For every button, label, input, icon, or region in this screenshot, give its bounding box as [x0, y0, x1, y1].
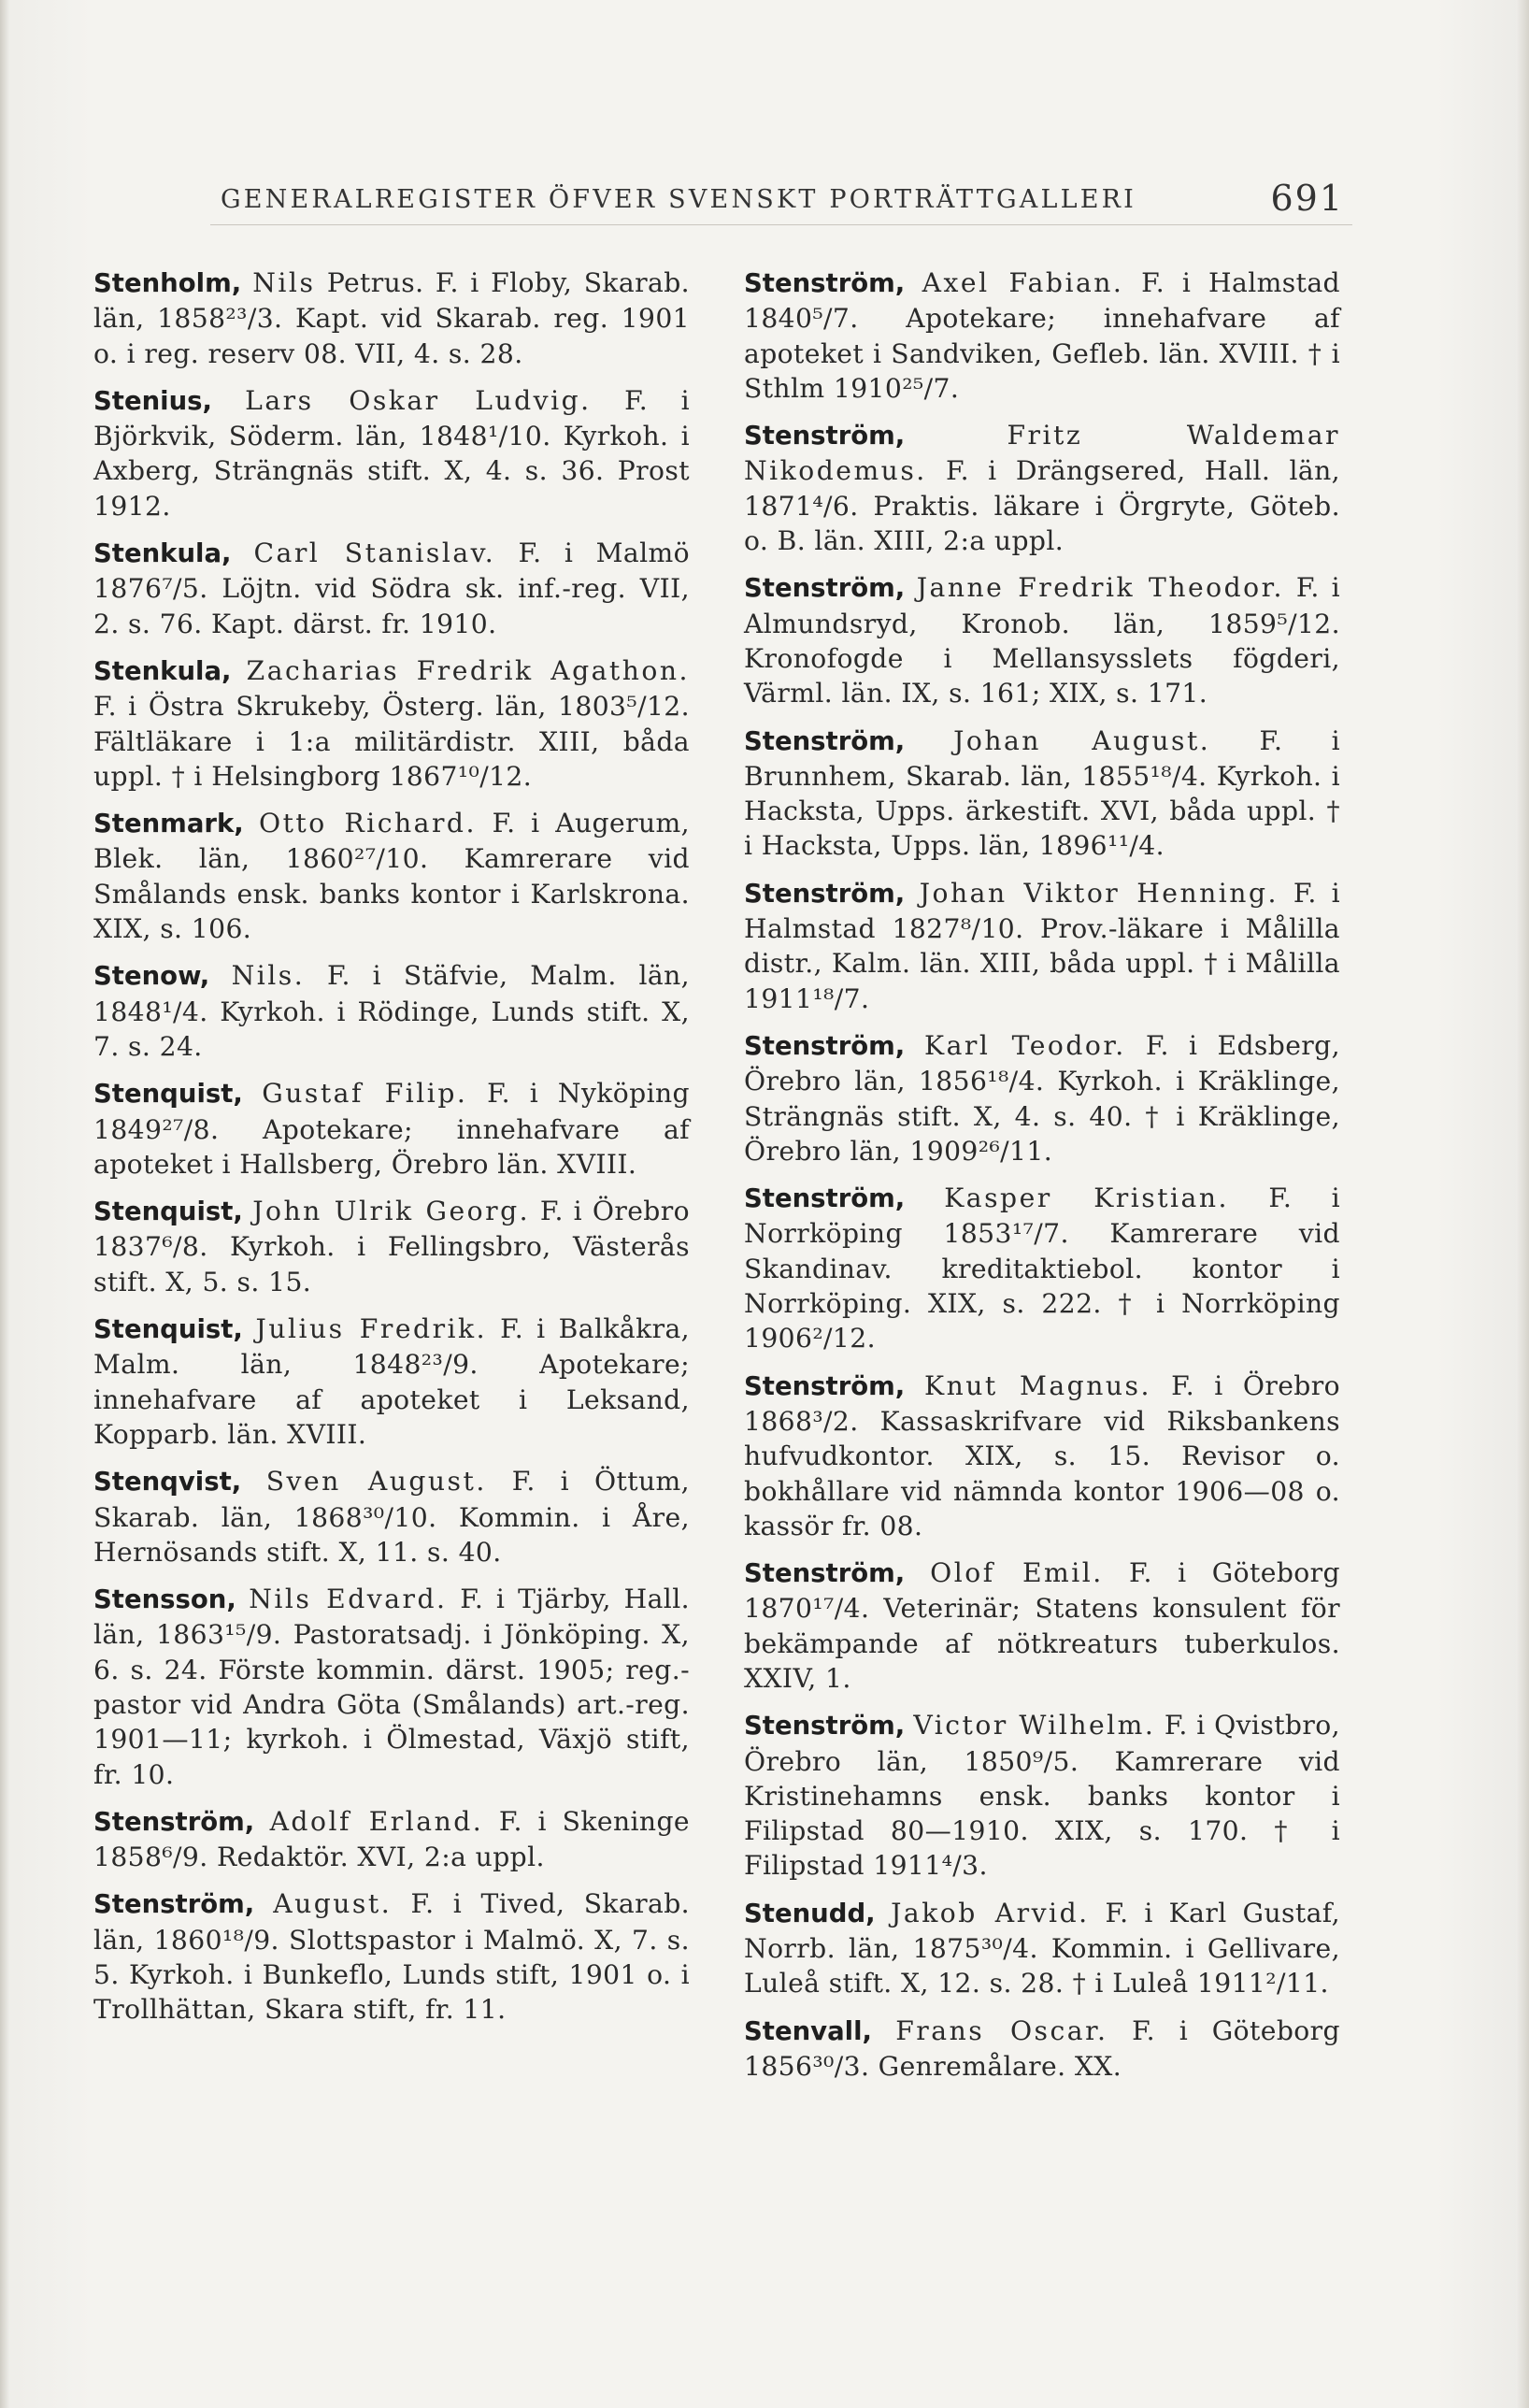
register-entry [744, 1555, 1340, 1696]
entry-details: F. i Karl Gustaf, Norrb. län, 1875³⁰/4. Kommin. i Gellivare, Luleå stift. X, 12. s. 28. † i Luleå 1911²/11. [744, 1897, 1340, 2000]
entry-given-names: Adolf Erland. [269, 1805, 484, 1837]
entry-details: F. i Östra Skrukeby, Österg. län, 1803⁵/12. Fältläkare i 1:a militärdistr. XIII, båda uppl. † i Helsingborg 1867¹⁰/12. [93, 691, 690, 792]
left-column [93, 265, 690, 2040]
entry-surname: Stenström, [744, 1030, 906, 1061]
entry-details: F. i Drängsered, Hall. län, 1871⁴/6. Praktis. läkare i Örgryte, Göteb. o. B. län. XIII, 2:a uppl. [744, 455, 1340, 557]
entry-details: F. i Almundsryd, Kronob. län, 1859⁵/12. Kronofogde i Mellansysslets fögderi, Värml. län. IX, s. 161; XIX, s. 171. [744, 572, 1341, 710]
entry-surname: Stenström, [93, 1889, 255, 1920]
entry-details: F. i Norrköping 1853¹⁷/7. Kamrerare vid Skandinav. kreditaktiebol. kontor i Norrköping. XIX, s. 222. † i Norrköping 1906²/12. [744, 1182, 1340, 1354]
entry-given-names: Nils [252, 267, 316, 298]
entry-surname: Stenström, [93, 1806, 255, 1837]
register-entry [93, 1312, 690, 1452]
entry-surname: Stenström, [744, 1711, 906, 1742]
entry-given-names: Jakob Arvid. [891, 1897, 1090, 1928]
register-entry [93, 806, 690, 946]
entry-given-names: August. [273, 1888, 393, 1920]
entry-surname: Stenström, [744, 1558, 906, 1589]
entry-surname: Stensson, [93, 1584, 236, 1615]
entry-surname: Stenius, [93, 385, 212, 416]
entry-surname: Stenow, [93, 961, 210, 992]
register-entry [744, 1708, 1340, 1883]
register-entry [744, 724, 1340, 864]
register-entry [93, 653, 690, 794]
entry-details: F. i Balkåkra, Malm. län, 1848²³/9. Apotekare; innehafvare af apoteket i Leksand, Kopparb. län. XVIII. [93, 1313, 691, 1450]
entry-surname: Stenström, [744, 1183, 906, 1214]
page-left-edge [0, 0, 9, 2408]
right-column [744, 265, 1340, 2096]
entry-given-names: Johan August. [953, 724, 1211, 756]
entry-given-names: Janne Fredrik Theodor. [916, 572, 1284, 604]
entry-details: F. i Skeninge 1858⁶/9. Redaktör. XVI, 2:a uppl. [93, 1805, 690, 1873]
entry-given-names: Knut Magnus. [924, 1369, 1151, 1401]
entry-details: F. i Göteborg 1870¹⁷/4. Veterinär; Statens konsulent för bekämpande af nötkreaturs tuberkulos. XXIV, 1. [744, 1557, 1340, 1694]
entry-given-names: Karl Teodor. [924, 1029, 1126, 1061]
entry-given-names: Sven August. [265, 1466, 487, 1498]
register-entry [744, 2014, 1340, 2085]
entry-details: F. i Stäfvie, Malm. län, 1848¹/4. Kyrkoh. i Rödinge, Lunds stift. X, 7. s. 24. [93, 960, 690, 1062]
entry-surname: Stenquist, [93, 1197, 243, 1227]
page-number: 691 [1270, 178, 1344, 219]
register-entry [744, 570, 1340, 710]
entry-details: F. i Tived, Skarab. län, 1860¹⁸/9. Slottspastor i Malmö. X, 7. s. 5. Kyrkoh. i Bunkeflo, Lunds stift, 1901 o. i Trollhättan, Skara stift, fr. 11. [93, 1888, 690, 2026]
register-entry [93, 383, 690, 523]
entry-given-names: Otto Richard. [258, 808, 477, 839]
register-entry [744, 1028, 1340, 1168]
entry-given-names: Kasper Kristian. [944, 1182, 1229, 1214]
entry-surname: Stenström, [744, 878, 906, 909]
entry-surname: Stenström, [744, 1370, 906, 1401]
entry-details: F. i Edsberg, Örebro län, 1856¹⁸/4. Kyrkoh. i Kräklinge, Strängnäs stift. X, 4. s. 40. † i Kräklinge, Örebro län, 1909²⁶/11. [744, 1029, 1340, 1167]
entry-given-names: Nils. [231, 960, 306, 992]
entry-surname: Stenström, [744, 268, 906, 298]
entry-surname: Stenmark, [93, 809, 244, 839]
entry-given-names: Gustaf Filip. [262, 1078, 468, 1110]
entry-surname: Stenqvist, [93, 1467, 242, 1498]
entry-given-names: Axel Fabian. [922, 267, 1124, 298]
entry-surname: Stenkula, [93, 538, 232, 569]
register-entry [93, 1582, 690, 1792]
header-title: GENERALREGISTER ÖFVER SVENSKT PORTRÄTTGALLERI [221, 185, 1137, 214]
entry-surname: Stenström, [744, 573, 906, 604]
register-entry [744, 418, 1340, 558]
register-entry [93, 1804, 690, 1875]
entry-surname: Stenquist, [93, 1314, 243, 1345]
entry-details: F. i Augerum, Blek. län, 1860²⁷/10. Kamrerare vid Smålands ensk. banks kontor i Karlskrona. XIX, s. 106. [93, 808, 690, 945]
entry-given-names: Lars Oskar Ludvig. [245, 384, 592, 416]
entry-details: F. i Björkvik, Söderm. län, 1848¹/10. Kyrkoh. i Axberg, Strängnäs stift. X, 4. s. 36. Prost 1912. [93, 384, 690, 522]
entry-details: F. i Örebro 1868³/2. Kassaskrifvare vid Riksbankens hufvudkontor. XIX, s. 15. Revisor o. bokhållare vid nämnda kontor 1906—08 o. kassör fr. 08. [744, 1369, 1340, 1541]
entry-given-names: John Ulrik Georg. [252, 1196, 531, 1227]
entry-surname: Stenudd, [744, 1898, 876, 1928]
entry-details: Petrus. F. i Floby, Skarab. län, 1858²³/3. Kapt. vid Skarab. reg. 1901 o. i reg. reserv 08. VII, 4. s. 28. [93, 267, 690, 369]
register-entry [744, 1896, 1340, 2001]
entry-given-names: Carl Stanislav. [253, 538, 496, 569]
entry-details: F. i Nyköping 1849²⁷/8. Apotekare; innehafvare af apoteket i Hallsberg, Örebro län. XVIII. [93, 1078, 690, 1180]
entry-surname: Stenvall, [744, 2015, 872, 2046]
entry-details: F. i Halmstad 1827⁸/10. Prov.-läkare i Målilla distr., Kalm. län. XIII, båda uppl. † i Målilla 1911¹⁸/7. [744, 877, 1340, 1014]
entry-surname: Stenström, [744, 421, 906, 452]
entry-surname: Stenström, [744, 725, 906, 756]
running-header [221, 178, 1351, 234]
entry-details: F. i Tjärby, Hall. län, 1863¹⁵/9. Pastoratsadj. i Jönköping. X, 6. s. 24. Förste kommin. därst. 1905; reg.-pastor vid Andra Göta (Smålands) art.-reg. 1901—11; kyrkoh. i Ölmestad, Växjö stift, fr. 10. [93, 1584, 690, 1790]
entry-given-names: Victor Wilhelm. [913, 1710, 1156, 1742]
entry-given-names: Frans Oscar. [895, 2014, 1108, 2046]
entry-given-names: Olof Emil. [930, 1557, 1104, 1589]
register-entry [93, 1464, 690, 1570]
entry-details: F. i Malmö 1876⁷/5. Löjtn. vid Södra sk. inf.-reg. VII, 2. s. 76. Kapt. därst. fr. 1910. [93, 538, 691, 639]
entry-details: F. i Qvistbro, Örebro län, 1850⁹/5. Kamrerare vid Kristinehamns ensk. banks kontor i Filipstad 80—1910. XIX, s. 170. † i Filipstad 1911⁴/3. [744, 1710, 1340, 1882]
register-entry [744, 265, 1340, 406]
entry-surname: Stenkula, [93, 655, 232, 686]
entry-given-names: Johan Viktor Henning. [919, 877, 1279, 909]
register-entry [93, 958, 690, 1064]
entry-given-names: Zacharias Fredrik Agathon. [246, 654, 690, 686]
entry-details: F. i Öttum, Skarab. län, 1868³⁰/10. Kommin. i Åre, Hernösands stift. X, 11. s. 40. [93, 1466, 690, 1568]
register-entry [93, 1194, 690, 1299]
register-entry [93, 1886, 690, 2027]
entry-surname: Stenquist, [93, 1079, 243, 1110]
entry-details: F. i Göteborg 1856³⁰/3. Genremålare. XX. [744, 2014, 1340, 2082]
register-entry [93, 265, 690, 371]
entry-given-names: Julius Fredrik. [255, 1313, 488, 1345]
entry-given-names: Nils Edvard. [249, 1584, 448, 1615]
register-entry [93, 1076, 690, 1182]
entry-details: F. i Brunnhem, Skarab. län, 1855¹⁸/4. Kyrkoh. i Hacksta, Upps. ärkestift. XVI, båda uppl. † i Hacksta, Upps. län, 1896¹¹/4. [744, 724, 1340, 862]
entry-given-names: Fritz Waldemar Nikodemus. [744, 420, 1340, 487]
register-entry [93, 536, 690, 641]
entry-details: F. i Örebro 1837⁶/8. Kyrkoh. i Fellingsbro, Västerås stift. X, 5. s. 15. [93, 1196, 690, 1297]
header-rule [210, 224, 1352, 225]
page-right-edge [1516, 0, 1529, 2408]
register-entry [744, 1181, 1340, 1355]
entry-surname: Stenholm, [93, 268, 242, 298]
register-entry [744, 876, 1340, 1016]
register-entry [744, 1369, 1340, 1543]
entry-details: F. i Halmstad 1840⁵/7. Apotekare; innehafvare af apoteket i Sandviken, Gefleb. län. XVIII. † i Sthlm 1910²⁵/7. [744, 267, 1340, 404]
